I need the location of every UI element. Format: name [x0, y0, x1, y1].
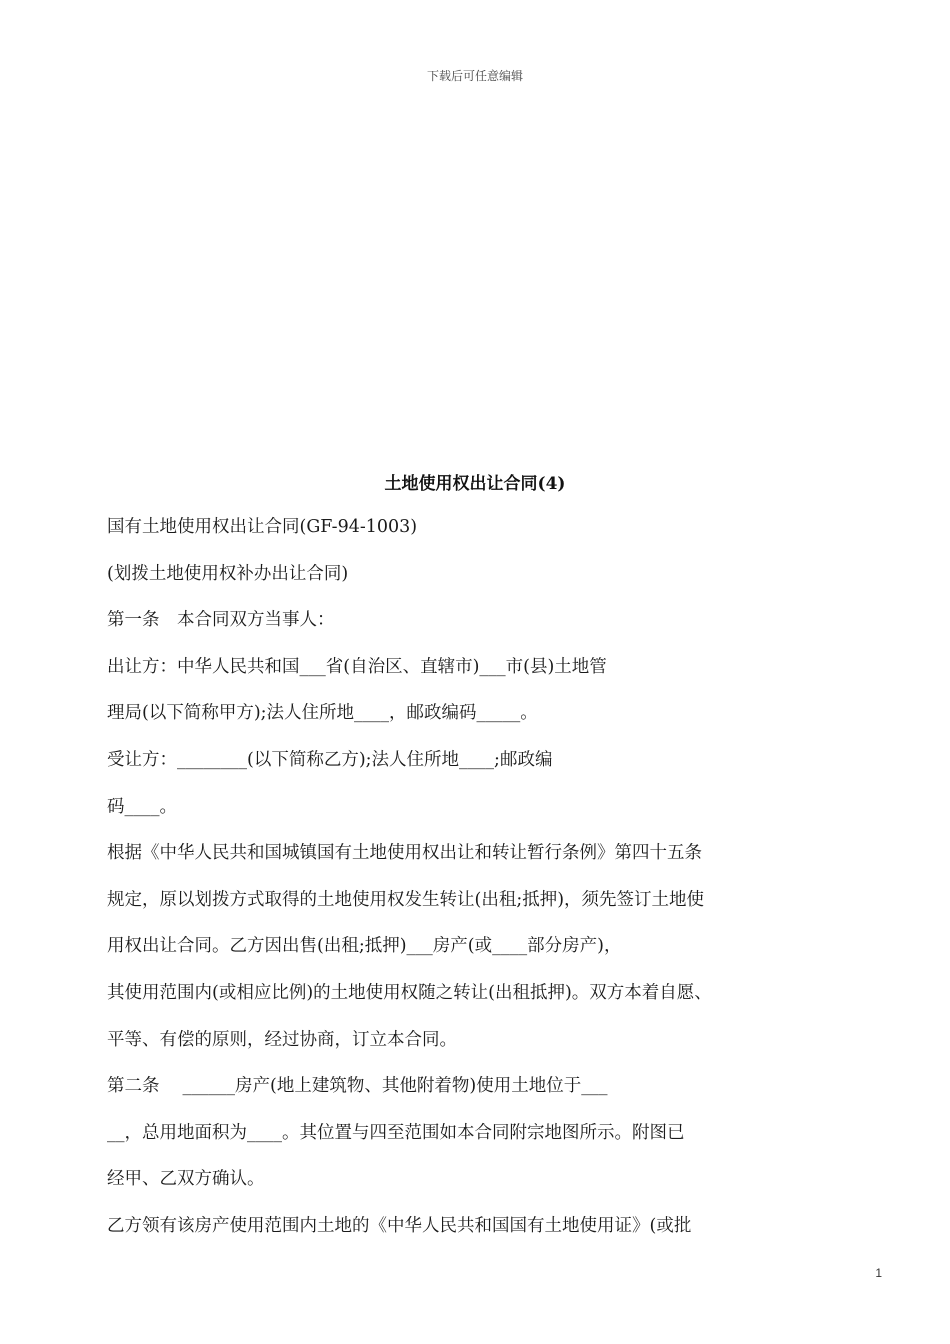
body-line-article-2-end: 经甲、乙双方确认。: [107, 1169, 265, 1190]
body-line-grantor: 出让方：中华人民共和国___省(自治区、直辖市)___市(县)土地管: [107, 656, 607, 677]
body-line-basis-2: 规定，原以划拨方式取得的土地使用权发生转让(出租;抵押)，须先签订土地使: [107, 889, 705, 910]
body-line-basis: 根据《中华人民共和国城镇国有土地使用权出让和转让暂行条例》第四十五条: [107, 843, 702, 864]
body-line-subtitle: (划拨土地使用权补办出让合同): [107, 563, 349, 584]
body-line-certificate: 乙方领有该房产使用范围内土地的《中华人民共和国国有土地使用证》(或批: [107, 1215, 692, 1236]
body-line-grantee-cont: 码____。: [107, 796, 177, 817]
body-line-article-2: 第二条 ______房产(地上建筑物、其他附着物)使用土地位于___: [107, 1076, 608, 1097]
body-line-source: 国有土地使用权出让合同(GF-94-1003): [107, 517, 418, 537]
body-line-grantee: 受让方：________(以下简称乙方);法人住所地____;邮政编: [107, 749, 553, 770]
page-number: 1: [875, 1266, 882, 1280]
body-line-basis-4: 其使用范围内(或相应比例)的土地使用权随之转让(出租抵押)。双方本着自愿、: [107, 982, 712, 1003]
body-line-basis-3: 用权出让合同。乙方因出售(出租;抵押)___房产(或____部分房产)，: [107, 936, 622, 957]
document-body: [107, 512, 807, 1258]
document-title: 土地使用权出让合同(4): [384, 474, 566, 494]
body-line-basis-5: 平等、有偿的原则，经过协商，订立本合同。: [107, 1029, 457, 1050]
body-line-grantor-cont: 理局(以下简称甲方);法人住所地____，邮政编码_____。: [107, 703, 538, 724]
page-header: 下载后可任意编辑: [426, 69, 523, 83]
body-line-article-2-cont: __，总用地面积为____。其位置与四至范围如本合同附宗地图所示。附图已: [107, 1122, 685, 1143]
body-line-article-1: 第一条 本合同双方当事人：: [107, 610, 335, 631]
